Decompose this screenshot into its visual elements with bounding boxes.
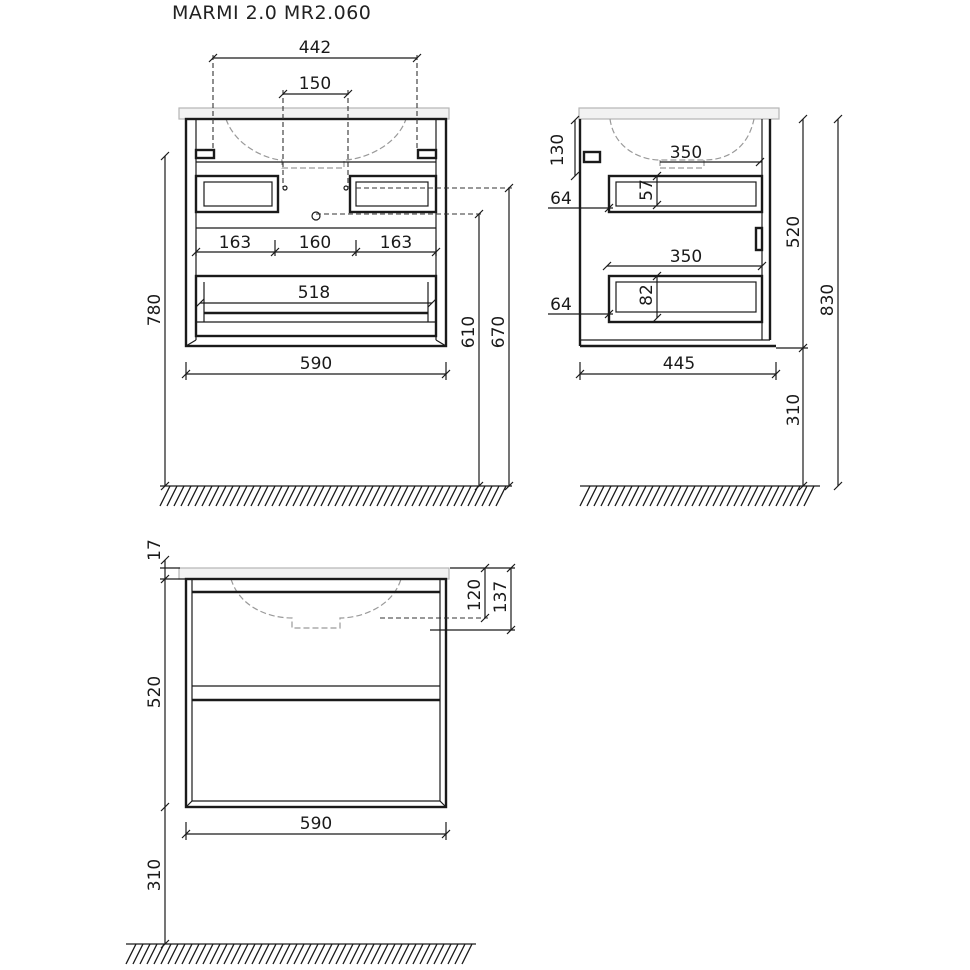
dim-610: 610 bbox=[459, 315, 479, 349]
drawing-title: MARMI 2.0 MR2.060 bbox=[172, 2, 372, 24]
dim-442: 442 bbox=[298, 38, 332, 58]
dim-518: 518 bbox=[297, 283, 331, 303]
closed-front-view bbox=[126, 539, 515, 964]
front-upper-drawer-left bbox=[196, 176, 278, 212]
side-upper-drawer bbox=[609, 176, 762, 212]
front-countertop bbox=[179, 108, 449, 119]
side-lower-drawer bbox=[609, 276, 762, 322]
closed-countertop bbox=[179, 568, 449, 579]
dim-520-side: 520 bbox=[784, 215, 804, 249]
side-countertop bbox=[579, 108, 779, 119]
dim-520-closed: 520 bbox=[145, 675, 165, 709]
closed-basin-outline bbox=[231, 579, 401, 628]
dim-830: 830 bbox=[818, 283, 838, 317]
dim-120: 120 bbox=[465, 578, 485, 612]
dim-64-upper: 64 bbox=[550, 189, 572, 209]
side-view bbox=[548, 108, 842, 506]
dim-163-left: 163 bbox=[218, 233, 252, 253]
dim-350-upper: 350 bbox=[669, 143, 703, 163]
dim-137: 137 bbox=[491, 580, 511, 614]
dim-310-closed: 310 bbox=[145, 858, 165, 892]
front-basin-outline bbox=[226, 119, 406, 168]
closed-floor-hatch bbox=[126, 944, 472, 964]
front-floor-hatch bbox=[160, 486, 506, 506]
dim-57: 57 bbox=[637, 179, 657, 201]
dim-150: 150 bbox=[298, 74, 332, 94]
dim-17: 17 bbox=[145, 539, 165, 561]
dim-445: 445 bbox=[662, 354, 696, 374]
dim-310-side: 310 bbox=[784, 393, 804, 427]
dim-590-front: 590 bbox=[299, 354, 333, 374]
side-floor-hatch bbox=[580, 486, 814, 506]
dim-670: 670 bbox=[489, 315, 509, 349]
front-upper-drawer-right bbox=[350, 176, 436, 212]
dim-130: 130 bbox=[548, 133, 568, 167]
front-drain-icon bbox=[312, 212, 320, 220]
dim-350-lower: 350 bbox=[669, 247, 703, 267]
front-view bbox=[145, 38, 513, 506]
dim-590-closed: 590 bbox=[299, 814, 333, 834]
dim-160: 160 bbox=[298, 233, 332, 253]
dim-780: 780 bbox=[145, 293, 165, 327]
dim-82: 82 bbox=[637, 284, 657, 306]
dim-163-right: 163 bbox=[379, 233, 413, 253]
dim-64-lower: 64 bbox=[550, 295, 572, 315]
closed-carcass bbox=[186, 579, 446, 807]
